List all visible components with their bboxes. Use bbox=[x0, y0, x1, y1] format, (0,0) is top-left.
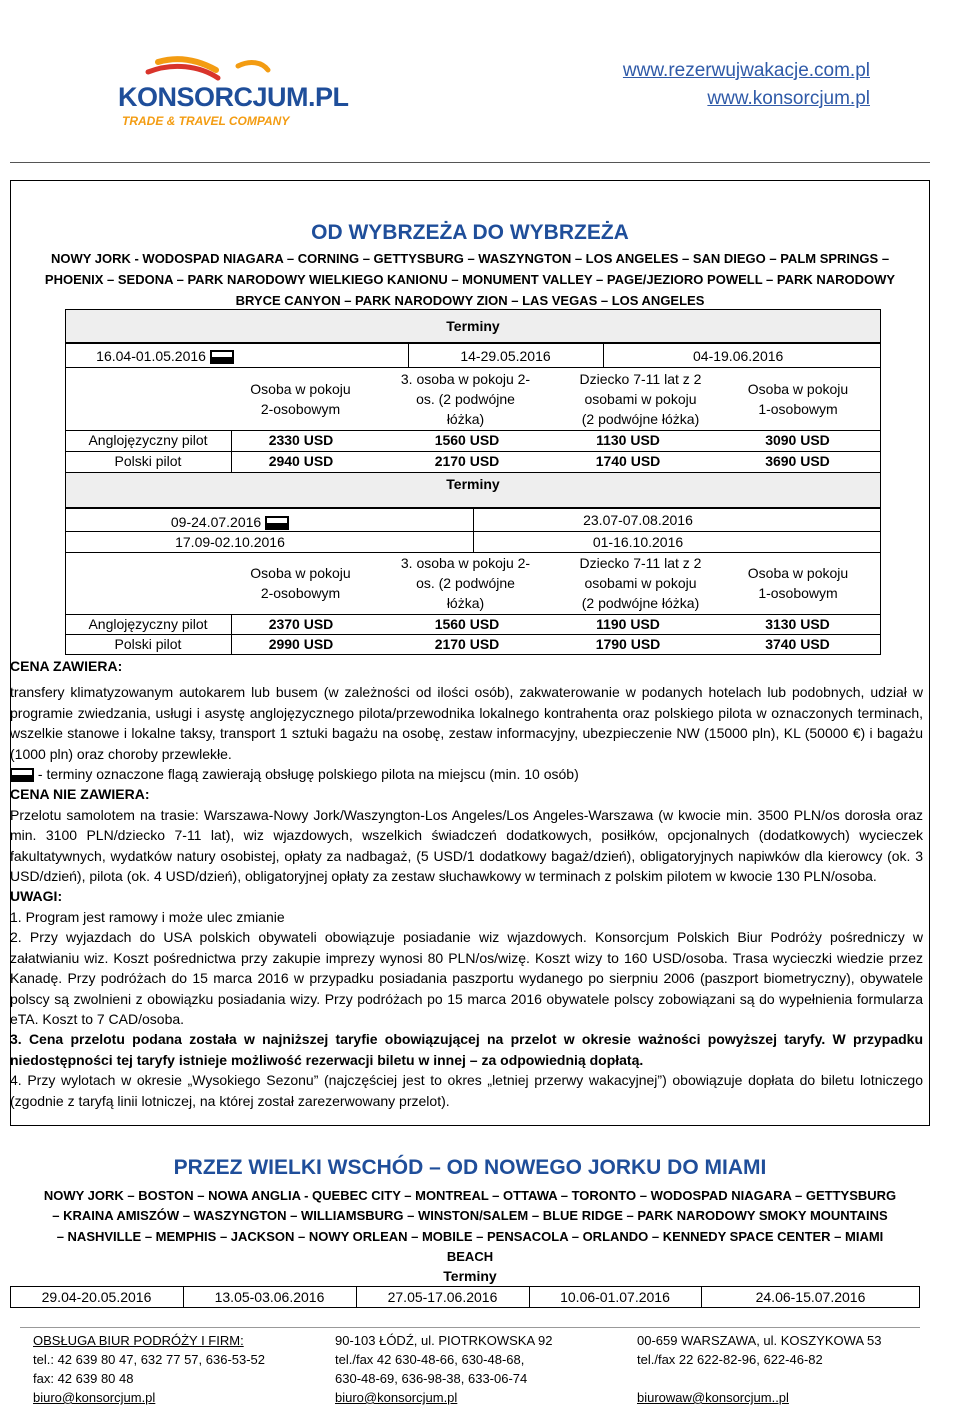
footer-heading: OBSŁUGA BIUR PODRÓŻY I FIRM: bbox=[33, 1333, 244, 1348]
col-header-single-room: Osoba w pokoju 1-osobowym bbox=[747, 565, 849, 601]
footer-line: 630-48-69, 636-98-38, 633-06-74 bbox=[335, 1371, 528, 1386]
tour2-route-line: – KRAINA AMISZÓW – WASZYNGTON – WILLIAMSBURG – WINSTON/SALEM – BLUE RIDGE – PARK NARODOWY SMOKY MOUNTAINS bbox=[52, 1208, 888, 1224]
footer-line: fax: 42 639 80 48 bbox=[33, 1371, 134, 1386]
tour2-route-line: – NASHVILLE – MEMPHIS – JACKSON – NOWY ORLEAN – MOBILE – PENSACOLA – ORLANDO – KENNEDY SPACE CENTER – MIAMI bbox=[56, 1228, 884, 1244]
footer-col-lodz bbox=[335, 1331, 552, 1407]
price-cell: 1560 USD bbox=[434, 616, 500, 632]
excludes-text: Przelotu samolotem na trasie: Warszawa-Nowy Jork/Waszyngton-Los Angeles/Los Angeles-Warszawa (w kwocie min. 3500 PLN/os dorosła oraz min. 3100 PLN/dziecko 7-11 lat), wiz wjazdowych, wszelkich świadczeń dodatkowych, posiłków, opcjonalnych (dodatkowych) wycieczek fakultatywnych, wydatków natury osobistej, opłaty za nadbagaż, (5 USD/1 dodatkowy bagaż/dzień), obligatoryjnych napiwków dla kierowcy (ok. 3 USD/dzień), pilota (ok. 4 USD/dzień), obligatoryjnej opłaty za zestaw słuchawkowy w terminach z polskim pilotem w kwocie 130 PLN/osoba. bbox=[10, 806, 923, 885]
polish-flag-icon bbox=[265, 516, 289, 530]
term-date: 13.05-03.06.2016 bbox=[214, 1289, 325, 1305]
term-date: 10.06-01.07.2016 bbox=[560, 1289, 670, 1305]
note-3: 3. Cena przelotu podana została w najniższej taryfie obowiązującej na przelot w okresie ważności powyższej taryfy. W przypadku niedostępności tej taryfy istnieje możliwość rezerwacji biletu w innej – za odpowiednią dopłatą. bbox=[10, 1031, 923, 1068]
polish-flag-icon bbox=[10, 768, 34, 782]
col-header-single-room: Osoba w pokoju 1-osobowym bbox=[747, 381, 849, 417]
note-2: 2. Przy wyjazdach do USA polskich obywateli obowiązuje posiadanie wiz wjazdowych. Konsorcjum Polskich Biur Podróży pośredniczy w załatwianiu wiz. Koszt pośrednictwa przy zakupie imprezy wynosi 80 PLN/os/wizę. Koszt wizy to 160 USD/osoba. Trasa wycieczki wiedzie przez Kanadę. Przy podróżach do 15 marca 2016 w przypadku posiadania paszportu wydanego po sierpniu 2006 (paszport biometryczny), obywatele polscy są zwolnieni z obowiązku posiadania wizy. Przy podróżach po 15 marca 2016 obywatele polscy zobowiązani są do wypełnienia formularza eTA. Koszt to 7 CAD/osoba. bbox=[10, 929, 923, 1027]
price-cell: 1560 USD bbox=[434, 432, 500, 448]
col-header-child: Dziecko 7-11 lat z 2 osobami w pokoju (2 podwójne łóżka) bbox=[579, 371, 702, 427]
term-date: 24.06-15.07.2016 bbox=[755, 1289, 866, 1305]
tour1-title: OD WYBRZEŻA DO WYBRZEŻA bbox=[311, 221, 629, 244]
price-cell: 2370 USD bbox=[268, 616, 334, 632]
tour1-route-line: PHOENIX – SEDONA – PARK NARODOWY WIELKIEGO KANIONU – MONUMENT VALLEY – PAGE/JEZIORO POWELL – PARK NARODOWY bbox=[44, 272, 896, 287]
term-date: 17.09-02.10.2016 bbox=[175, 534, 285, 550]
footer-email-link[interactable]: biuro@konsorcjum.pl bbox=[335, 1390, 458, 1405]
tour1-route-line: BRYCE CANYON – PARK NARODOWY ZION – LAS VEGAS – LOS ANGELES bbox=[235, 293, 705, 308]
price-cell: 2330 USD bbox=[268, 432, 334, 448]
col-header-double-room: Osoba w pokoju 2-osobowym bbox=[250, 565, 351, 601]
term-date: 09-24.07.2016 bbox=[65, 512, 395, 532]
col-header-third-person: 3. osoba w pokoju 2- os. (2 podwójne łóżka) bbox=[400, 555, 531, 611]
price-cell: 1790 USD bbox=[595, 636, 661, 652]
term-date: 27.05-17.06.2016 bbox=[387, 1289, 498, 1305]
footer-heading: 00-659 WARSZAWA, ul. KOSZYKOWA 53 bbox=[637, 1333, 882, 1348]
notes-heading: UWAGI: bbox=[10, 888, 63, 905]
price-cell: 1740 USD bbox=[595, 453, 661, 469]
tour1-terms-bar-2 bbox=[65, 472, 881, 508]
col-header-double-room: Osoba w pokoju 2-osobowym bbox=[250, 381, 351, 417]
term-date: 23.07-07.08.2016 bbox=[583, 512, 693, 528]
footer-heading: 90-103 ŁÓDŹ, ul. PIOTRKOWSKA 92 bbox=[335, 1333, 553, 1348]
includes-text: transfery klimatyzowanym autokarem lub busem (w zależności od ilości osób), zakwaterowanie w podanych hotelach lub podobnych, udział w programie zwiedzania, usługi i asystę anglojęzycznego pilota/przewodnika lokalnego kontrahenta oraz polskiego pilota w oznaczonych terminach, wszelkie stanowe i lokalne taksy, transport 1 sztuki bagażu na osobę, zestaw informacyjny, ubezpieczenie NW (15000 pln), KL (50000 €) i bagażu (1000 pln) oraz choroby przewlekłe. bbox=[10, 684, 923, 762]
price-cell: 1190 USD bbox=[596, 616, 660, 632]
tour1-route bbox=[10, 248, 930, 311]
footer-col-office bbox=[33, 1331, 265, 1407]
footer-line: tel./fax 22 622-82-96, 622-46-82 bbox=[637, 1352, 823, 1367]
price-cell: 3090 USD bbox=[765, 432, 830, 448]
terms-label: Terminy bbox=[446, 318, 500, 334]
col-header-child: Dziecko 7-11 lat z 2 osobami w pokoju (2 podwójne łóżka) bbox=[579, 555, 702, 611]
note-4: 4. Przy wylotach w okresie „Wysokiego Sezonu” (najczęściej jest to okres „letniej przerwy wakacyjnej”) obowiązuje dopłata do biletu lotniczego (zgodnie z taryfą linii lotniczej, na której został zarezerwowany przelot). bbox=[10, 1072, 923, 1109]
footer-col-warsaw bbox=[637, 1331, 881, 1407]
footer-email-link[interactable]: biuro@konsorcjum.pl bbox=[33, 1390, 156, 1405]
row-label: Polski pilot bbox=[114, 453, 182, 469]
footer-line: tel./fax 42 630-48-66, 630-48-68, bbox=[335, 1352, 525, 1367]
row-label: Anglojęzyczny pilot bbox=[88, 432, 208, 448]
price-cell: 1130 USD bbox=[596, 432, 660, 448]
price-cell: 2940 USD bbox=[268, 453, 334, 469]
note-1: 1. Program jest ramowy i może ulec zmianie bbox=[10, 908, 285, 925]
footer-email-link[interactable]: biurowaw@konsorcjum..pl bbox=[637, 1390, 789, 1405]
price-cell: 3690 USD bbox=[765, 453, 830, 469]
flag-note: - terminy oznaczone flagą zawierają obsługę polskiego pilota na miejscu (min. 10 osób) bbox=[10, 764, 923, 784]
polish-flag-icon bbox=[210, 350, 234, 364]
price-cell: 2170 USD bbox=[434, 636, 500, 652]
tour2-title: PRZEZ WIELKI WSCHÓD – OD NOWEGO JORKU DO MIAMI bbox=[173, 1156, 767, 1179]
website-link-konsorcjum[interactable]: www.konsorcjum.pl bbox=[707, 88, 870, 109]
tour2-terms-label: Terminy bbox=[443, 1268, 497, 1284]
term-date: 29.04-20.05.2016 bbox=[41, 1289, 152, 1305]
tour1-details bbox=[10, 656, 923, 1111]
table-divider bbox=[65, 367, 881, 368]
term-date: 14-29.05.2016 bbox=[460, 348, 551, 364]
logo-main-text: KONSORCJUM.PL bbox=[118, 82, 349, 112]
header-divider bbox=[10, 162, 930, 163]
terms-label: Terminy bbox=[446, 476, 500, 492]
price-cell: 2170 USD bbox=[434, 453, 500, 469]
row-label: Polski pilot bbox=[114, 636, 182, 652]
term-date: 16.04-01.05.2016 bbox=[65, 346, 265, 366]
tour1-route-line: NOWY JORK - WODOSPAD NIAGARA – CORNING – GETTYSBURG – WASZYNGTON – LOS ANGELES – SAN DIEGO – PALM SPRINGS – bbox=[50, 251, 890, 266]
includes-heading: CENA ZAWIERA: bbox=[10, 658, 123, 674]
excludes-heading: CENA NIE ZAWIERA: bbox=[10, 786, 150, 803]
tour1-terms-bar-1 bbox=[65, 309, 881, 343]
price-cell: 2990 USD bbox=[268, 636, 334, 652]
price-cell: 3130 USD bbox=[765, 616, 830, 632]
term-date: 01-16.10.2016 bbox=[592, 534, 684, 550]
col-header-third-person: 3. osoba w pokoju 2- os. (2 podwójne łóżka) bbox=[400, 371, 531, 427]
price-cell: 3740 USD bbox=[765, 636, 830, 652]
website-link-rezerwuj[interactable]: www.rezerwujwakacje.com.pl bbox=[622, 60, 870, 81]
tour2-route-line: NOWY JORK – BOSTON – NOWA ANGLIA - QUEBEC CITY – MONTREAL – OTTAWA – TORONTO – WODOSPAD NIAGARA – GETTYSBURG bbox=[43, 1188, 897, 1203]
company-logo bbox=[118, 56, 349, 136]
footer-divider bbox=[20, 1327, 920, 1328]
footer-line: tel.: 42 639 80 47, 632 77 57, 636-53-52 bbox=[33, 1352, 266, 1367]
logo-sub-text: TRADE & TRAVEL COMPANY bbox=[122, 114, 290, 128]
tour2-route bbox=[10, 1186, 930, 1267]
term-date: 04-19.06.2016 bbox=[693, 348, 784, 364]
row-label: Anglojęzyczny pilot bbox=[88, 616, 208, 632]
tour2-route-line: BEACH bbox=[446, 1248, 494, 1264]
